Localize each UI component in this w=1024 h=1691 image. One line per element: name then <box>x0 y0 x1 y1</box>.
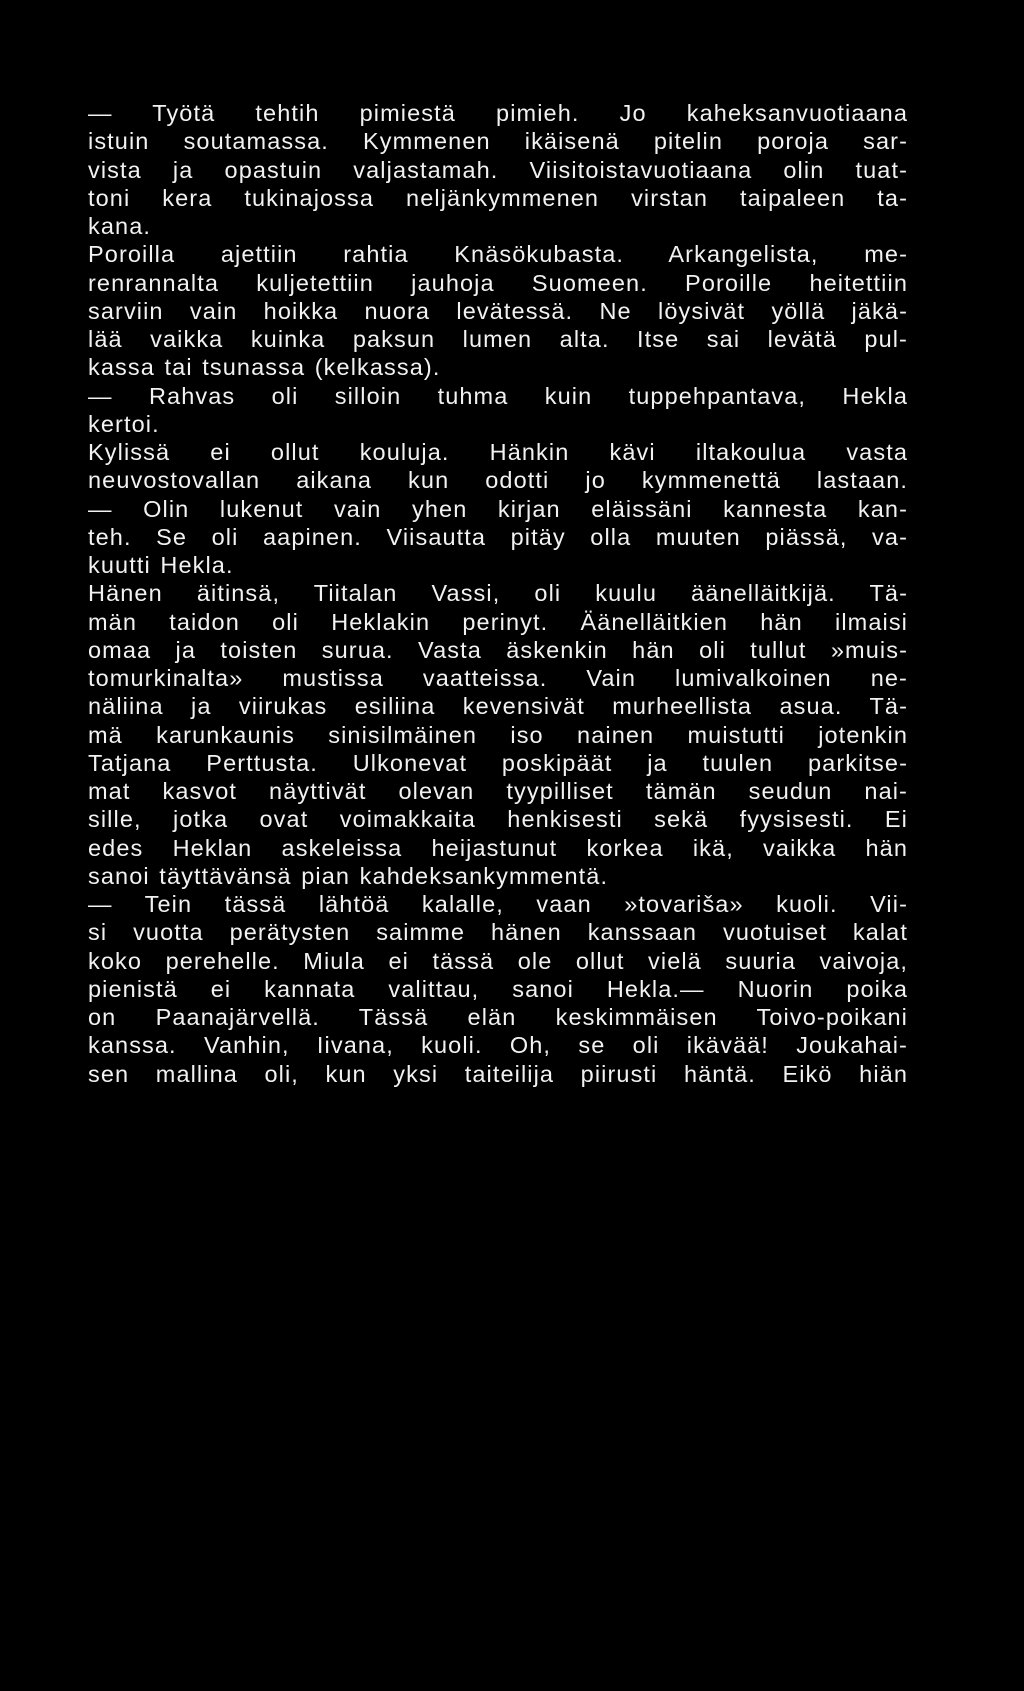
text-line: mä karunkaunis sinisilmäinen iso nainen muistutti jotenkin <box>88 721 908 748</box>
text-line: kuutti Hekla. <box>88 552 234 578</box>
text-line: — Työtä tehtih pimiestä pimieh. Jo kaheksanvuotiaana <box>88 100 908 126</box>
text-line: Tatjana Perttusta. Ulkonevat poskipäät ja tuulen parkitse- <box>88 749 908 776</box>
text-line: tomurkinalta» mustissa vaatteissa. Vain lumivalkoinen ne- <box>88 665 908 691</box>
text-line: — Tein tässä lähtöä kalalle, vaan »tovariša» kuoli. Vii- <box>88 891 908 917</box>
text-line: kassa tai tsunassa (kelkassa). <box>88 354 441 381</box>
text-line: näliina ja viirukas esiliina kevensivät murheellista asua. Tä- <box>88 693 908 720</box>
text-line: renrannalta kuljetettiin jauhoja Suomeen. Poroille heitettiin <box>88 269 908 296</box>
text-line: sille, jotka ovat voimakkaita henkisesti sekä fyysisesti. Ei <box>88 806 908 833</box>
text-line: teh. Se oli aapinen. Viisautta pitäy olla muuten piässä, va- <box>88 523 908 550</box>
text-line: on Paanajärvellä. Tässä elän keskimmäisen Toivo-poikani <box>88 1004 908 1030</box>
text-line: sanoi täyttävänsä pian kahdeksankymmentä. <box>88 862 609 889</box>
text-line: istuin soutamassa. Kymmenen ikäisenä pitelin poroja sar- <box>88 128 908 155</box>
text-line: omaa ja toisten surua. Vasta äskenkin hän oli tullut »muis- <box>88 636 908 663</box>
text-line: kana. <box>88 213 151 239</box>
text-line: män taidon oli Heklakin perinyt. Äänelläitkien hän ilmaisi <box>88 608 908 635</box>
text-line: — Rahvas oli silloin tuhma kuin tuppehpantava, Hekla <box>88 382 908 409</box>
text-line: pienistä ei kannata valittau, sanoi Hekla.— Nuorin poika <box>88 975 908 1002</box>
text-line: toni kera tukinajossa neljänkymmenen virstan taipaleen ta- <box>88 184 908 211</box>
text-line: sen mallina oli, kun yksi taiteilija piirusti häntä. Eikö hiän <box>88 1060 908 1087</box>
text-line: mat kasvot näyttivät olevan tyypilliset tämän seudun nai- <box>88 778 908 804</box>
text-line: neuvostovallan aikana kun odotti jo kymmenettä lastaan. <box>88 467 908 494</box>
text-line: edes Heklan askeleissa heijastunut korkea ikä, vaikka hän <box>88 834 908 861</box>
text-line: Hänen äitinsä, Tiitalan Vassi, oli kuulu äänelläitkijä. Tä- <box>88 580 908 607</box>
text-line: — Olin lukenut vain yhen kirjan eläissäni kannesta kan- <box>88 495 908 522</box>
text-line: sarviin vain hoikka nuora levätessä. Ne löysivät yöllä jäkä- <box>88 297 908 324</box>
text-line: koko perehelle. Miula ei tässä ole ollut vielä suuria vaivoja, <box>88 947 908 974</box>
text-line: kanssa. Vanhin, Iivana, kuoli. Oh, se oli ikävää! Joukahai- <box>88 1032 908 1059</box>
text-line: Kylissä ei ollut kouluja. Hänkin kävi iltakoulua vasta <box>88 439 908 465</box>
text-line: lää vaikka kuinka paksun lumen alta. Itse sai levätä pul- <box>88 326 908 352</box>
text-line: kertoi. <box>88 410 160 437</box>
text-line: vista ja opastuin valjastamah. Viisitoistavuotiaana olin tuat- <box>88 156 908 183</box>
text-line: si vuotta perätysten saimme hänen kanssaan vuotuiset kalat <box>88 919 908 946</box>
body-text <box>88 99 908 1088</box>
text-line: Poroilla ajettiin rahtia Knäsökubasta. Arkangelista, me- <box>88 241 908 268</box>
